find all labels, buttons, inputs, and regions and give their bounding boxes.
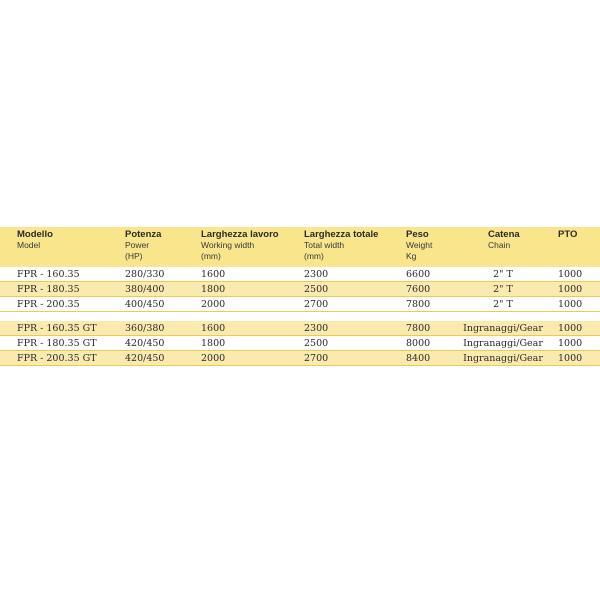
cell-working-width: 1800 [201, 338, 226, 349]
header-chain [488, 229, 520, 251]
header-weight-it: Peso [406, 229, 429, 240]
cell-chain: Ingranaggi/Gear [463, 338, 543, 349]
header-total-width-en: Total width [304, 240, 345, 250]
cell-weight: 8000 [406, 338, 431, 349]
header-chain-en: Chain [488, 240, 511, 250]
spec-table [0, 227, 600, 366]
header-power-en: Power [125, 240, 150, 250]
table-row [0, 351, 600, 366]
cell-total-width: 2700 [304, 353, 329, 364]
cell-chain: 2" T [493, 284, 513, 295]
cell-total-width: 2700 [304, 299, 329, 310]
cell-power: 380/400 [125, 284, 165, 295]
cell-total-width: 2500 [304, 284, 329, 295]
table-row [0, 282, 600, 297]
cell-power: 420/450 [125, 338, 165, 349]
cell-working-width: 1600 [201, 269, 226, 280]
cell-working-width: 1800 [201, 284, 226, 295]
cell-pto: 1000 [558, 284, 583, 295]
header-total-width [304, 229, 378, 262]
header-working-width-unit: (mm) [201, 251, 221, 261]
cell-pto: 1000 [558, 299, 583, 310]
cell-working-width: 2000 [201, 353, 226, 364]
header-pto [558, 229, 577, 240]
cell-power: 360/380 [125, 323, 165, 334]
cell-weight: 7800 [406, 323, 431, 334]
table-row [0, 321, 600, 336]
table-group-standard [0, 267, 600, 312]
cell-weight: 7800 [406, 299, 431, 310]
cell-chain: 2" T [493, 269, 513, 280]
cell-pto: 1000 [558, 269, 583, 280]
table-row [0, 336, 600, 351]
cell-pto: 1000 [558, 338, 583, 349]
cell-weight: 7600 [406, 284, 431, 295]
cell-chain: 2" T [493, 299, 513, 310]
table-header [0, 227, 600, 267]
header-model-it: Modello [17, 229, 53, 240]
cell-model: FPR - 160.35 GT [17, 323, 97, 334]
cell-working-width: 1600 [201, 323, 226, 334]
cell-total-width: 2300 [304, 269, 329, 280]
header-power [125, 229, 161, 262]
cell-chain: Ingranaggi/Gear [463, 353, 543, 364]
cell-model: FPR - 180.35 [17, 284, 80, 295]
cell-model: FPR - 200.35 [17, 299, 80, 310]
cell-power: 400/450 [125, 299, 165, 310]
header-power-unit: (HP) [125, 251, 143, 261]
cell-model: FPR - 200.35 GT [17, 353, 97, 364]
cell-total-width: 2500 [304, 338, 329, 349]
header-model [17, 229, 53, 251]
cell-power: 420/450 [125, 353, 165, 364]
header-weight-en: Weight [406, 240, 433, 250]
cell-total-width: 2300 [304, 323, 329, 334]
header-working-width-it: Larghezza lavoro [201, 229, 279, 240]
header-chain-it: Catena [488, 229, 520, 240]
table-row [0, 297, 600, 312]
cell-pto: 1000 [558, 353, 583, 364]
cell-chain: Ingranaggi/Gear [463, 323, 543, 334]
header-pto-it: PTO [558, 229, 578, 240]
header-weight [406, 229, 432, 262]
cell-power: 280/330 [125, 269, 165, 280]
cell-model: FPR - 180.35 GT [17, 338, 97, 349]
table-group-gt [0, 321, 600, 366]
header-total-width-it: Larghezza totale [304, 229, 379, 240]
cell-weight: 8400 [406, 353, 431, 364]
group-separator [0, 312, 600, 321]
header-power-it: Potenza [125, 229, 162, 240]
header-model-en: Model [17, 240, 41, 250]
header-total-width-unit: (mm) [304, 251, 324, 261]
table-row [0, 267, 600, 282]
cell-working-width: 2000 [201, 299, 226, 310]
header-working-width [201, 229, 279, 262]
cell-weight: 6600 [406, 269, 431, 280]
header-working-width-en: Working width [201, 240, 255, 250]
header-weight-unit: Kg [406, 251, 417, 261]
cell-pto: 1000 [558, 323, 583, 334]
cell-model: FPR - 160.35 [17, 269, 80, 280]
